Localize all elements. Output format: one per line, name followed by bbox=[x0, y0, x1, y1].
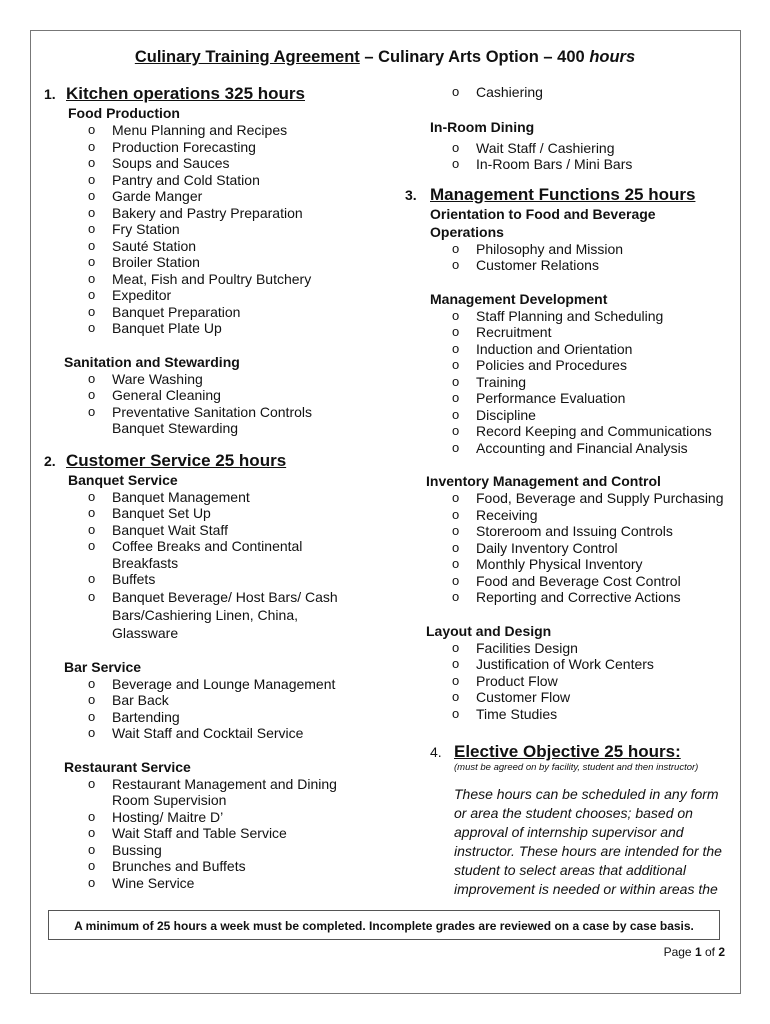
bullet-marker: o bbox=[452, 639, 460, 655]
list-item bbox=[452, 390, 735, 407]
list-item-text: Garde Manger bbox=[112, 188, 203, 204]
list-item-text: Accounting and Financial Analysis bbox=[476, 439, 688, 456]
elective-paragraph: These hours can be scheduled in any form or area the student chooses; based on approval of internship supervisor and instructor. These hours are intended for the student to select areas that additional improvement is needed or within areas the bbox=[454, 786, 722, 897]
list-item-text: Pantry and Cold Station bbox=[112, 171, 260, 188]
list-item bbox=[452, 523, 735, 540]
list-item-text: Bar Back bbox=[112, 692, 169, 708]
section-title: Management Functions 25 hours bbox=[430, 184, 696, 204]
list-item bbox=[452, 241, 735, 258]
list-item-text: General Cleaning bbox=[112, 387, 221, 403]
bullet-marker: o bbox=[452, 656, 460, 671]
list-item bbox=[452, 589, 735, 606]
list-item bbox=[88, 676, 384, 693]
restaurant-service-list bbox=[64, 776, 384, 892]
bullet-marker: o bbox=[452, 156, 460, 171]
list-item-text: Ware Washing bbox=[112, 370, 203, 387]
list-item bbox=[452, 156, 735, 173]
bullet-marker: o bbox=[88, 237, 96, 253]
footer-notice: A minimum of 25 hours a week must be completed. Incomplete grades are reviewed on a case by case basis. bbox=[48, 910, 720, 940]
food-production-list bbox=[68, 122, 384, 337]
list-item bbox=[452, 407, 735, 424]
list-item-text: Food and Beverage Cost Control bbox=[476, 572, 681, 589]
bullet-marker: o bbox=[88, 370, 96, 386]
list-item bbox=[452, 556, 735, 573]
bar-service-list bbox=[64, 676, 384, 742]
list-item-text: Storeroom and Issuing Controls bbox=[476, 523, 673, 539]
list-item-text: Monthly Physical Inventory bbox=[476, 556, 643, 572]
list-item bbox=[452, 689, 735, 706]
list-item-text: Fry Station bbox=[112, 221, 180, 237]
bullet-marker: o bbox=[88, 725, 96, 740]
list-item bbox=[88, 304, 384, 321]
list-item-text: Customer Relations bbox=[476, 257, 599, 273]
bullet-marker: o bbox=[452, 705, 460, 721]
list-item-text: Induction and Orientation bbox=[476, 340, 633, 357]
bullet-marker: o bbox=[452, 340, 460, 356]
section-2-heading bbox=[44, 451, 384, 471]
list-item: o Banquet Set Up bbox=[88, 505, 211, 521]
section-1-heading bbox=[44, 84, 384, 104]
list-item bbox=[452, 573, 735, 590]
list-item-continuation: Glassware bbox=[112, 624, 179, 641]
list-item bbox=[88, 287, 384, 304]
list-item bbox=[88, 122, 384, 139]
list-item bbox=[88, 387, 384, 404]
list-item: o Banquet Beverage/ Host Bars/ Cash bbox=[88, 588, 338, 605]
list-item-text: Performance Evaluation bbox=[476, 390, 626, 406]
list-item bbox=[452, 308, 735, 325]
section-number: 2. bbox=[44, 452, 56, 469]
list-item bbox=[88, 692, 384, 709]
list-item-text: Time Studies bbox=[476, 705, 558, 722]
list-item bbox=[88, 371, 384, 388]
bullet-marker: o bbox=[88, 188, 96, 203]
bullet-marker: o bbox=[88, 221, 96, 236]
bullet-marker: o bbox=[452, 490, 460, 505]
list-item bbox=[88, 188, 384, 205]
list-item bbox=[452, 706, 735, 723]
bullet-marker: o bbox=[452, 589, 460, 604]
bullet-marker: o bbox=[88, 254, 96, 269]
list-item-text: Banquet Plate Up bbox=[112, 320, 222, 336]
list-item bbox=[88, 172, 384, 189]
subheading-orientation: Orientation to Food and Beverage bbox=[430, 205, 656, 222]
left-column bbox=[44, 84, 384, 891]
bullet-marker: o bbox=[88, 692, 96, 707]
list-item-text: Customer Flow bbox=[476, 689, 571, 705]
list-item bbox=[88, 271, 384, 288]
list-item bbox=[452, 507, 735, 524]
elective-note: (must be agreed on by facility, student and then instructor) bbox=[454, 762, 699, 773]
bullet-marker: o bbox=[88, 320, 96, 335]
bullet-marker: o bbox=[88, 204, 96, 220]
list-item-text: Soups and Sauces bbox=[112, 155, 230, 171]
list-item bbox=[452, 423, 735, 440]
list-item-text: Policies and Procedures bbox=[476, 357, 627, 373]
subheading-sanitation: Sanitation and Stewarding bbox=[64, 353, 240, 370]
list-item bbox=[452, 374, 735, 391]
list-item: o Wine Service bbox=[88, 874, 195, 891]
bullet-marker: o bbox=[452, 556, 460, 571]
bullet-marker: o bbox=[452, 390, 460, 405]
section-number: 1. bbox=[44, 86, 56, 102]
list-item bbox=[88, 139, 384, 156]
list-item bbox=[452, 640, 735, 657]
bullet-marker: o bbox=[452, 406, 460, 422]
sanitation-list bbox=[64, 371, 384, 421]
section-4-heading bbox=[405, 742, 735, 762]
list-item: o Restaurant Management and Dining bbox=[88, 775, 337, 792]
list-item-text: Wait Staff and Cocktail Service bbox=[112, 725, 304, 741]
bullet-marker: o bbox=[452, 572, 460, 588]
list-item-text: Production Forecasting bbox=[112, 138, 256, 155]
section-title: Elective Objective 25 hours: bbox=[454, 742, 681, 761]
bullet-marker: o bbox=[88, 270, 96, 286]
list-item bbox=[88, 238, 384, 255]
page-current: 1 bbox=[694, 945, 702, 959]
cashiering-list bbox=[405, 84, 735, 101]
list-item: o Bussing bbox=[88, 841, 162, 858]
list-item bbox=[88, 254, 384, 271]
subheading-bar-service: Bar Service bbox=[64, 658, 142, 675]
section-title: Customer Service 25 hours bbox=[66, 450, 287, 470]
list-item: o Banquet Management bbox=[88, 488, 250, 505]
bullet-marker: o bbox=[452, 139, 460, 155]
section-number: 4. bbox=[430, 744, 442, 760]
bullet-marker: o bbox=[88, 303, 96, 319]
list-item-continuation: Bars/Cashiering Linen, China, bbox=[112, 606, 298, 623]
list-item bbox=[88, 155, 384, 172]
in-room-dining-list bbox=[430, 140, 735, 173]
list-item-text: Product Flow bbox=[476, 672, 558, 689]
bullet-marker: o bbox=[452, 307, 460, 323]
title-agreement: Culinary Training Agreement bbox=[134, 48, 360, 66]
list-item-text: Banquet Preparation bbox=[112, 303, 241, 320]
bullet-marker: o bbox=[88, 171, 96, 187]
bullet-marker: o bbox=[452, 506, 460, 522]
list-item: o Brunches and Buffets bbox=[88, 858, 246, 874]
list-item bbox=[452, 257, 735, 274]
subheading-orientation-cont: Operations bbox=[430, 223, 504, 240]
bullet-marker: o bbox=[452, 523, 460, 538]
subheading-in-room-dining: In-Room Dining bbox=[430, 118, 535, 135]
bullet-marker: o bbox=[452, 357, 460, 372]
list-item-text: Preventative Sanitation Controls bbox=[112, 403, 312, 420]
section-3-heading bbox=[405, 185, 735, 205]
page-total: 2 bbox=[718, 945, 725, 959]
title-option: – Culinary Arts Option – 400 bbox=[359, 48, 590, 66]
bullet-marker: o bbox=[452, 373, 460, 389]
list-item bbox=[88, 404, 384, 421]
list-item-text: Bakery and Pastry Preparation bbox=[112, 204, 303, 221]
list-item-text: Expeditor bbox=[112, 287, 172, 303]
list-item bbox=[452, 440, 735, 457]
bullet-marker: o bbox=[452, 324, 460, 339]
list-item bbox=[452, 140, 735, 157]
list-item bbox=[452, 324, 735, 341]
list-item-text: Menu Planning and Recipes bbox=[112, 122, 288, 138]
page-of: of bbox=[701, 945, 719, 959]
subheading-banquet-service: Banquet Service bbox=[68, 471, 178, 488]
list-item: o Coffee Breaks and Continental bbox=[88, 538, 303, 554]
list-item: o Buffets bbox=[88, 571, 156, 587]
list-item bbox=[88, 205, 384, 222]
page-label: Page bbox=[663, 945, 695, 959]
bullet-marker: o bbox=[88, 138, 96, 154]
bullet-marker: o bbox=[452, 240, 460, 256]
section-number: 3. bbox=[405, 186, 417, 203]
orientation-list bbox=[430, 241, 735, 274]
list-item bbox=[452, 656, 735, 673]
list-item: o Wait Staff and Table Service bbox=[88, 825, 287, 841]
bullet-marker: o bbox=[452, 689, 460, 704]
bullet-marker: o bbox=[452, 439, 460, 455]
list-item-continuation: Breakfasts bbox=[112, 554, 179, 571]
list-item bbox=[452, 673, 735, 690]
list-item-text: Record Keeping and Communications bbox=[476, 423, 712, 439]
list-item-text: Wait Staff / Cashiering bbox=[476, 139, 615, 156]
list-item-continuation: Room Supervision bbox=[112, 792, 227, 808]
list-item: o Banquet Wait Staff bbox=[88, 521, 228, 538]
banquet-service-list bbox=[68, 489, 384, 642]
page-number bbox=[664, 945, 725, 959]
list-item bbox=[88, 709, 384, 726]
list-item bbox=[452, 341, 735, 358]
bullet-marker: o bbox=[88, 287, 96, 302]
list-item bbox=[88, 725, 384, 742]
list-item-text: Sauté Station bbox=[112, 237, 197, 254]
list-item-text: Discipline bbox=[476, 406, 536, 423]
list-item-text: In-Room Bars / Mini Bars bbox=[476, 156, 633, 172]
right-column bbox=[405, 84, 735, 899]
list-item: o Hosting/ Maitre D’ bbox=[88, 808, 224, 825]
bullet-marker: o bbox=[88, 155, 96, 170]
list-item-text: Food, Beverage and Supply Purchasing bbox=[476, 490, 724, 506]
management-development-list bbox=[430, 308, 735, 457]
section-title: Kitchen operations 325 hours bbox=[66, 84, 305, 103]
list-continuation: Banquet Stewarding bbox=[112, 420, 239, 436]
subheading-food-production: Food Production bbox=[68, 105, 180, 121]
bullet-marker: o bbox=[88, 403, 96, 419]
list-item-text: Philosophy and Mission bbox=[476, 240, 624, 257]
list-item-text: Daily Inventory Control bbox=[476, 539, 618, 556]
list-item-text: Recruitment bbox=[476, 324, 552, 340]
bullet-marker: o bbox=[452, 539, 460, 555]
document-title bbox=[0, 48, 770, 67]
list-item bbox=[452, 357, 735, 374]
bullet-marker: o bbox=[452, 672, 460, 688]
list-item-text: Beverage and Lounge Management bbox=[112, 675, 336, 692]
list-item-text: Meat, Fish and Poultry Butchery bbox=[112, 270, 312, 287]
bullet-marker: o bbox=[88, 387, 96, 402]
subheading-restaurant-service: Restaurant Service bbox=[64, 758, 191, 775]
list-item-text: Justification of Work Centers bbox=[476, 656, 654, 672]
bullet-marker: o bbox=[452, 257, 460, 272]
title-hours: hours bbox=[589, 48, 636, 66]
list-item bbox=[88, 221, 384, 238]
list-item-text: Reporting and Corrective Actions bbox=[476, 589, 681, 605]
bullet-marker: o bbox=[88, 122, 96, 137]
subheading-inventory: Inventory Management and Control bbox=[426, 473, 661, 489]
bullet-marker: o bbox=[88, 708, 96, 724]
subheading-management-development: Management Development bbox=[430, 290, 608, 307]
list-item-text: Facilities Design bbox=[476, 639, 578, 656]
list-item-text: Broiler Station bbox=[112, 254, 200, 270]
list-item bbox=[88, 320, 384, 337]
list-item-text: Staff Planning and Scheduling bbox=[476, 307, 664, 324]
list-item-text: Training bbox=[476, 373, 527, 390]
subheading-layout-design: Layout and Design bbox=[426, 622, 552, 639]
bullet-marker: o bbox=[88, 675, 96, 691]
list-item bbox=[452, 490, 735, 507]
inventory-list bbox=[426, 490, 735, 606]
list-item-text: Receiving bbox=[476, 506, 538, 523]
layout-design-list bbox=[426, 640, 735, 723]
bullet-marker: o bbox=[452, 423, 460, 438]
list-item-text: Bartending bbox=[112, 708, 180, 725]
list-item: o Cashiering bbox=[452, 84, 543, 100]
list-item bbox=[452, 540, 735, 557]
